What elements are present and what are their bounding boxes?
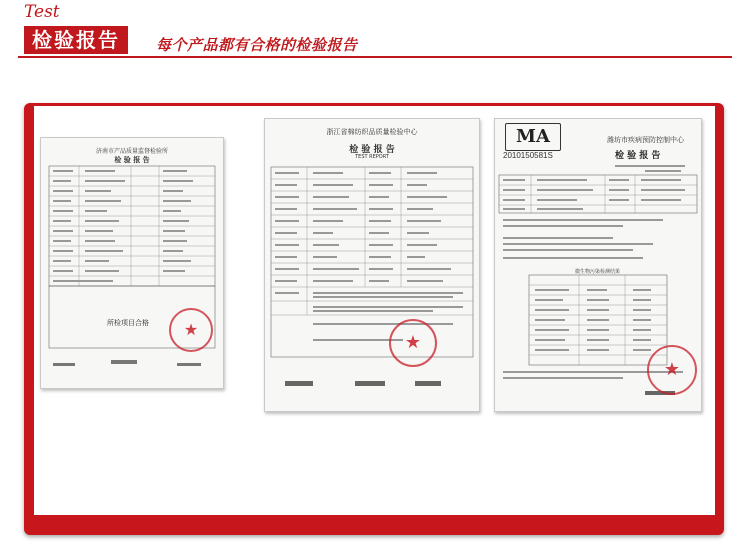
seal-star-icon: ★ [404, 332, 422, 353]
section-title-badge: 检验报告 [24, 26, 128, 54]
report-org: 浙江省棉纺织品质量检验中心 [326, 128, 418, 136]
report-title: 检 验 报 告 [114, 156, 150, 164]
official-seal [389, 319, 437, 367]
report-conclusion: 所检项目合格 [107, 319, 149, 327]
section-subtitle: 每个产品都有合格的检验报告 [156, 36, 358, 54]
report-org: 济南市产品质量监督检验所 [95, 148, 168, 155]
header-divider [18, 56, 732, 58]
notice-line-2: 报告单 空间有限上传不清晰 如需要更多更清晰的资料请告诉我们～ [46, 488, 625, 510]
cma-number: 2010150581S [503, 151, 553, 160]
seal-star-icon: ★ [663, 359, 681, 380]
seal-star-icon: ★ [183, 320, 199, 339]
table-title: 微生物污染检测结果 [575, 269, 621, 275]
report-title: 检 验 报 告 [615, 151, 661, 161]
test-label: Test [24, 2, 60, 22]
report-title: 检 验 报 告 [349, 145, 395, 155]
official-seal [647, 345, 697, 395]
report-subtitle: TEST REPORT [355, 154, 389, 160]
report-org: 潍坊市疾病预防控制中心 [607, 136, 684, 144]
inspection-report-image-1 [40, 137, 224, 389]
official-seal [169, 308, 213, 352]
notice-line-1: 每个产品都有合格的检验报告 请放心采购 这里只是几个产品检验 [46, 454, 606, 476]
report-table-graphic [265, 119, 479, 411]
inspection-report-image-2 [264, 118, 480, 412]
cma-logo: MA [505, 123, 561, 151]
inspection-report-image-3 [494, 118, 702, 412]
